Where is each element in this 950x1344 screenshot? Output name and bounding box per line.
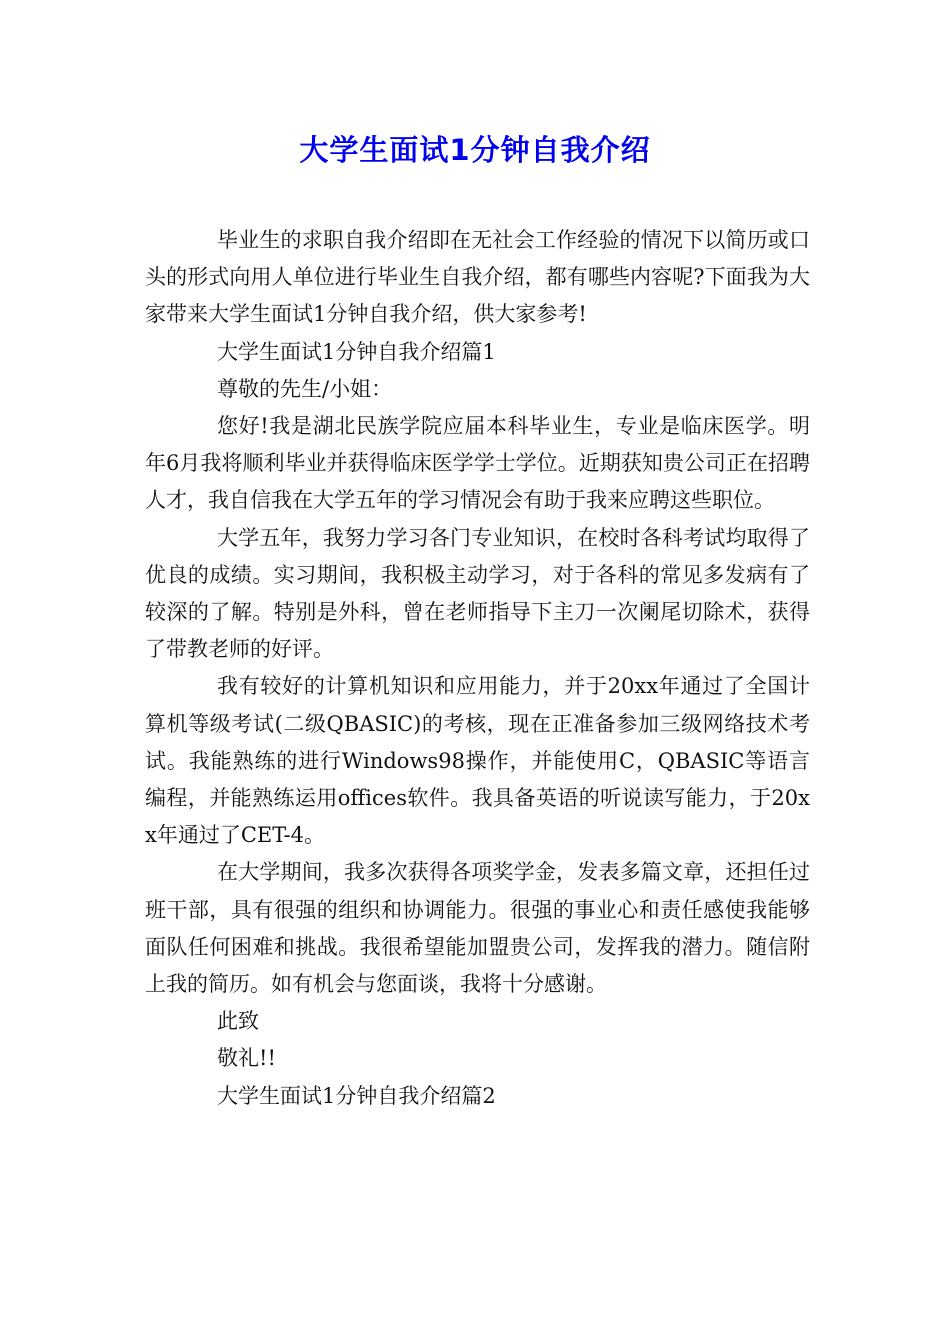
salutation: 尊敬的先生/小姐： <box>217 376 393 401</box>
closing-line-1: 此致 <box>217 1009 259 1034</box>
document-body <box>145 222 810 1115</box>
section-heading-1: 大学生面试1分钟自我介绍篇1 <box>217 339 496 364</box>
section-heading-2: 大学生面试1分钟自我介绍篇2 <box>217 1083 496 1108</box>
closing-line-2: 敬礼!! <box>217 1046 276 1071</box>
paragraph-skills: 我有较好的计算机知识和应用能力，并于20xx年通过了全国计算机等级考试(二级QBASIC)的考核，现在正准备参加三级网络技术考试。我能熟练的进行Windows98操作，并能使用C，QBASIC等语言编程，并能熟练运用offices软件。我具备英语的听说读写能力，于20xx年通过了CET-4。 <box>145 674 810 848</box>
document-title: 大学生面试1分钟自我介绍 <box>299 133 651 167</box>
paragraph-greeting: 您好!我是湖北民族学院应届本科毕业生，专业是临床医学。明年6月我将顺利毕业并获得临床医学学士学位。近期获知贵公司正在招聘人才，我自信我在大学五年的学习情况会有助于我来应聘这些职位。 <box>145 414 810 513</box>
paragraph-intro: 毕业生的求职自我介绍即在无社会工作经验的情况下以简历或口头的形式向用人单位进行毕业生自我介绍，都有哪些内容呢?下面我为大家带来大学生面试1分钟自我介绍，供大家参考! <box>145 228 810 327</box>
paragraph-study: 大学五年，我努力学习各门专业知识，在校时各科考试均取得了优良的成绩。实习期间，我积极主动学习，对于各科的常见多发病有了较深的了解。特别是外科，曾在老师指导下主刀一次阑尾切除术，获得了带教老师的好评。 <box>145 525 810 662</box>
paragraph-activities: 在大学期间，我多次获得各项奖学金，发表多篇文章，还担任过班干部，具有很强的组织和协调能力。很强的事业心和责任感使我能够面队任何困难和挑战。我很希望能加盟贵公司，发挥我的潜力。随信附上我的简历。如有机会与您面谈，我将十分感谢。 <box>145 860 810 997</box>
